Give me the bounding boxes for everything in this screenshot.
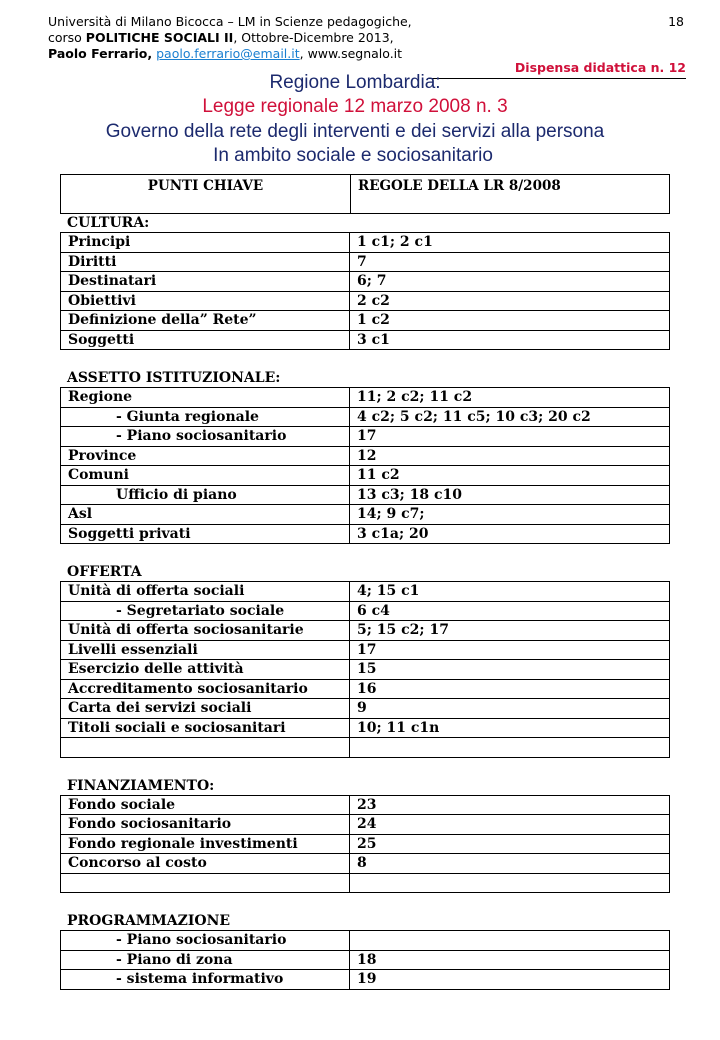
rule-reference-cell	[350, 874, 670, 893]
key-point-cell: Accreditamento sociosanitario	[60, 680, 350, 699]
table-row	[60, 233, 670, 253]
section-title: OFFERTA	[67, 564, 142, 580]
table-row	[60, 331, 670, 351]
key-point-cell: Province	[60, 447, 350, 466]
table-row	[60, 486, 670, 506]
section-gap	[60, 544, 670, 563]
table-row	[60, 525, 670, 545]
table-row	[60, 660, 670, 680]
section-title-row	[60, 563, 670, 582]
rule-reference-cell: 19	[350, 970, 670, 989]
title-subject: Governo della rete degli interventi e dei servizi alla persona	[105, 121, 605, 142]
table-row	[60, 292, 670, 312]
rule-reference-cell: 3 c1a; 20	[350, 525, 670, 544]
header-line-2-pre: corso	[48, 30, 86, 45]
section-title: PROGRAMMAZIONE	[67, 913, 231, 929]
key-point-cell: - Giunta regionale	[60, 408, 350, 427]
section-title: ASSETTO ISTITUZIONALE:	[67, 370, 281, 386]
table-row	[60, 719, 670, 739]
title-law: Legge regionale 12 marzo 2008 n. 3	[202, 96, 508, 117]
author-email-link[interactable]: paolo.ferrario@email.it	[156, 46, 300, 61]
table-row	[60, 835, 670, 855]
header-line-1: Università di Milano Bicocca – LM in Scienze pedagogiche,	[48, 14, 412, 29]
rule-reference-cell: 15	[350, 660, 670, 679]
key-point-cell: Diritti	[60, 253, 350, 272]
key-point-cell: - Segretariato sociale	[60, 602, 350, 621]
dispensa-label: Dispensa didattica n. 12	[514, 60, 686, 75]
key-point-cell: Definizione della” Rete”	[60, 311, 350, 330]
key-point-cell	[60, 874, 350, 893]
table-header-row	[60, 174, 670, 214]
key-point-cell: Esercizio delle attività	[60, 660, 350, 679]
key-point-cell: Soggetti	[60, 331, 350, 350]
rule-reference-cell: 23	[350, 796, 670, 815]
rule-reference-cell: 13 c3; 18 c10	[350, 486, 670, 505]
key-point-cell	[60, 738, 350, 757]
rule-reference-cell: 4 c2; 5 c2; 11 c5; 10 c3; 20 c2	[350, 408, 670, 427]
key-point-cell: Unità di offerta sociali	[60, 582, 350, 601]
key-points-table	[60, 174, 670, 990]
rule-reference-cell: 14; 9 c7;	[350, 505, 670, 524]
rule-reference-cell: 17	[350, 427, 670, 446]
table-row	[60, 970, 670, 990]
table-row	[60, 408, 670, 428]
key-point-cell: - Piano sociosanitario	[60, 427, 350, 446]
table-row	[60, 641, 670, 661]
rule-reference-cell	[350, 738, 670, 757]
table-row	[60, 931, 670, 951]
page-number: 18	[668, 14, 684, 29]
table-row	[60, 874, 670, 894]
document-header	[48, 14, 412, 62]
key-point-cell: Asl	[60, 505, 350, 524]
website-text: , www.segnalo.it	[299, 46, 403, 61]
table-row	[60, 582, 670, 602]
rule-reference-cell: 1 c1; 2 c1	[350, 233, 670, 252]
rule-reference-cell: 5; 15 c2; 17	[350, 621, 670, 640]
rule-reference-cell: 2 c2	[350, 292, 670, 311]
rule-reference-cell: 11; 2 c2; 11 c2	[350, 388, 670, 407]
key-point-cell: Destinatari	[60, 272, 350, 291]
rule-reference-cell: 3 c1	[350, 331, 670, 350]
rule-reference-cell: 18	[350, 951, 670, 970]
author-name: Paolo Ferrario,	[48, 46, 153, 61]
rule-reference-cell: 9	[350, 699, 670, 718]
table-row	[60, 854, 670, 874]
rule-reference-cell: 4; 15 c1	[350, 582, 670, 601]
table-row	[60, 311, 670, 331]
section-title: FINANZIAMENTO:	[67, 777, 215, 794]
table-row	[60, 466, 670, 486]
key-point-cell: Titoli sociali e sociosanitari	[60, 719, 350, 738]
table-row	[60, 815, 670, 835]
rule-reference-cell: 7	[350, 253, 670, 272]
title-scope: In ambito sociale e sociosanitario	[213, 145, 493, 166]
section-gap	[60, 350, 670, 369]
table-row	[60, 699, 670, 719]
title-block	[0, 72, 720, 168]
rule-reference-cell: 1 c2	[350, 311, 670, 330]
key-point-cell: Ufficio di piano	[60, 486, 350, 505]
key-point-cell: Regione	[60, 388, 350, 407]
table-row	[60, 738, 670, 758]
section-title: CULTURA:	[67, 215, 150, 231]
table-row	[60, 951, 670, 971]
table-row	[60, 680, 670, 700]
table-row	[60, 427, 670, 447]
table-row	[60, 272, 670, 292]
table-row	[60, 447, 670, 467]
table-row	[60, 621, 670, 641]
table-row	[60, 253, 670, 273]
section-title-row	[60, 214, 670, 233]
key-point-cell: Fondo sociale	[60, 796, 350, 815]
header-line-2-post: , Ottobre-Dicembre 2013,	[233, 30, 394, 45]
key-point-cell: Carta dei servizi sociali	[60, 699, 350, 718]
rule-reference-cell: 6; 7	[350, 272, 670, 291]
rule-reference-cell: 17	[350, 641, 670, 660]
rule-reference-cell: 12	[350, 447, 670, 466]
rule-reference-cell: 10; 11 c1n	[350, 719, 670, 738]
key-point-cell: - Piano di zona	[60, 951, 350, 970]
rule-reference-cell: 16	[350, 680, 670, 699]
title-region: Regione Lombardia:	[269, 72, 441, 93]
key-point-cell: Soggetti privati	[60, 525, 350, 544]
key-point-cell: Fondo regionale investimenti	[60, 835, 350, 854]
rule-reference-cell: 6 c4	[350, 602, 670, 621]
header-line-3	[48, 46, 412, 62]
rule-reference-cell: 8	[350, 854, 670, 873]
col-header-rules: REGOLE DELLA LR 8/2008	[358, 178, 561, 194]
col-header-key-points: PUNTI CHIAVE	[61, 175, 351, 213]
key-point-cell: - sistema informativo	[60, 970, 350, 989]
course-name: POLITICHE SOCIALI II	[85, 30, 234, 45]
key-point-cell: Comuni	[60, 466, 350, 485]
key-point-cell: - Piano sociosanitario	[60, 931, 350, 950]
section-title-row	[60, 912, 670, 931]
key-point-cell: Livelli essenziali	[60, 641, 350, 660]
key-point-cell: Unità di offerta sociosanitarie	[60, 621, 350, 640]
table-row	[60, 602, 670, 622]
table-row	[60, 796, 670, 816]
key-point-cell: Obiettivi	[60, 292, 350, 311]
header-line-2	[48, 30, 412, 46]
section-gap	[60, 893, 670, 912]
rule-reference-cell	[350, 931, 670, 950]
key-point-cell: Fondo sociosanitario	[60, 815, 350, 834]
section-title-row	[60, 369, 670, 388]
rule-reference-cell: 11 c2	[350, 466, 670, 485]
rule-reference-cell: 25	[350, 835, 670, 854]
rule-reference-cell: 24	[350, 815, 670, 834]
section-gap	[60, 758, 670, 777]
table-row	[60, 388, 670, 408]
key-point-cell: Principi	[60, 233, 350, 252]
section-title-row	[60, 777, 670, 796]
table-row	[60, 505, 670, 525]
key-point-cell: Concorso al costo	[60, 854, 350, 873]
